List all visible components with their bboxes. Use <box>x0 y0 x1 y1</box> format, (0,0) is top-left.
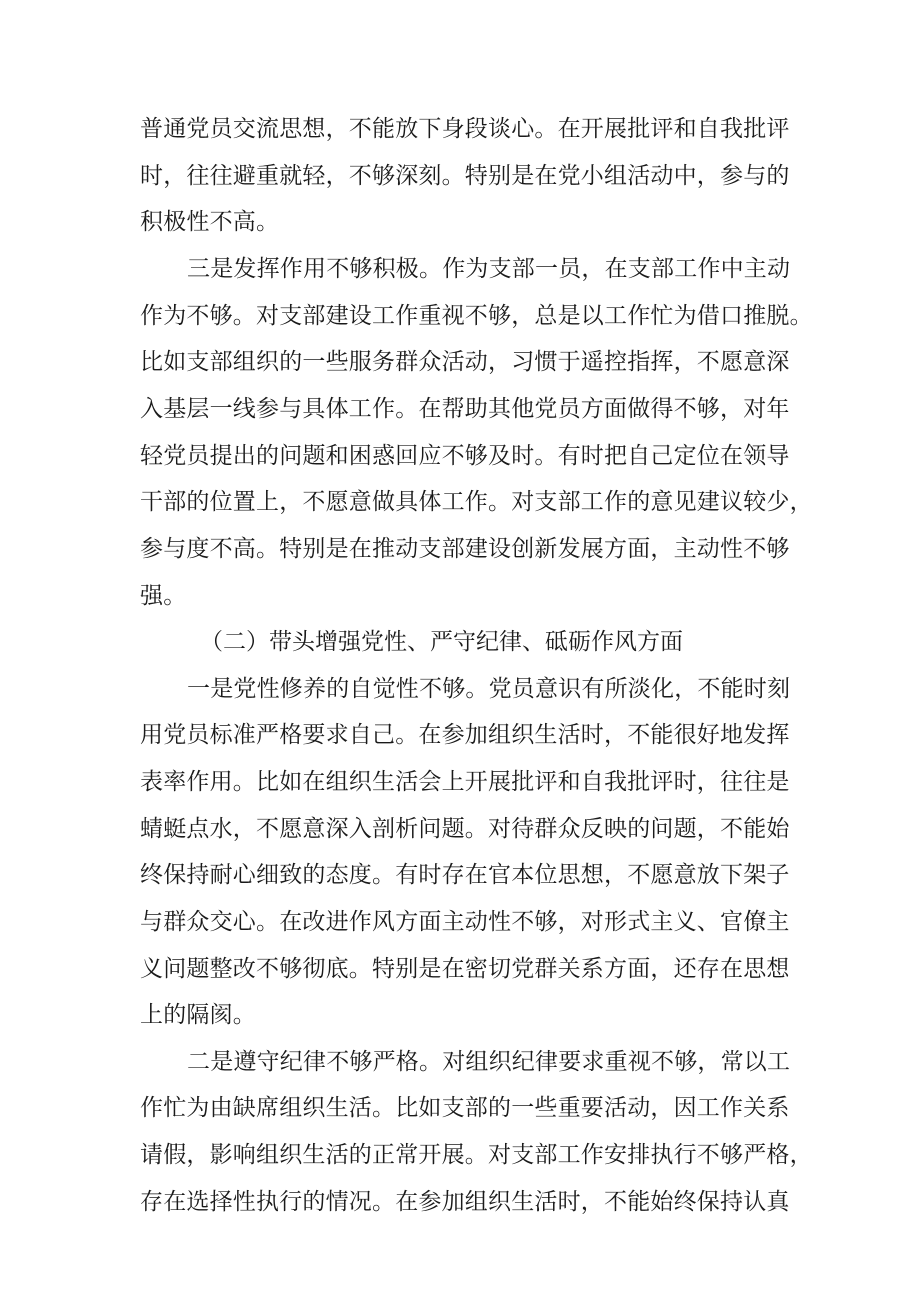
text-line: 普通党员交流思想，不能放下身段谈心。在开展批评和自我批评 <box>140 116 790 142</box>
text-line: 积极性不高。 <box>140 209 280 235</box>
text-line: 比如支部组织的一些服务群众活动，习惯于遥控指挥，不愿意深 <box>140 349 790 375</box>
paragraph-start-line: 三是发挥作用不够积极。作为支部一员，在支部工作中主动 <box>187 256 791 282</box>
text-line: 强。 <box>140 583 187 609</box>
text-line: 干部的位置上，不愿意做具体工作。对支部工作的意见建议较少， <box>140 489 813 515</box>
text-line: 蜻蜓点水，不愿意深入剖析问题。对待群众反映的问题，不能始 <box>140 816 790 842</box>
text-line: 用党员标准严格要求自己。在参加组织生活时，不能很好地发挥 <box>140 722 790 748</box>
text-line: 入基层一线参与具体工作。在帮助其他党员方面做得不够，对年 <box>140 396 790 422</box>
text-line: 上的隔阂。 <box>140 1002 256 1028</box>
text-line: 轻党员提出的问题和困惑回应不够及时。有时把自己定位在领导 <box>140 443 790 469</box>
text-line: 参与度不高。特别是在推动支部建设创新发展方面，主动性不够 <box>140 536 790 562</box>
text-line: 义问题整改不够彻底。特别是在密切党群关系方面，还存在思想 <box>140 956 790 982</box>
text-line: 与群众交心。在改进作风方面主动性不够，对形式主义、官僚主 <box>140 909 790 935</box>
section-heading: （二）带头增强党性、严守纪律、砥砺作风方面 <box>200 629 683 655</box>
text-line: 作忙为由缺席组织生活。比如支部的一些重要活动，因工作关系 <box>140 1095 790 1121</box>
text-line: 存在选择性执行的情况。在参加组织生活时，不能始终保持认真 <box>140 1189 790 1215</box>
paragraph-start-line: 一是党性修养的自觉性不够。党员意识有所淡化，不能时刻 <box>187 676 791 702</box>
text-line: 终保持耐心细致的态度。有时存在官本位思想，不愿意放下架子 <box>140 862 790 888</box>
paragraph-start-line: 二是遵守纪律不够严格。对组织纪律要求重视不够，常以工 <box>187 1049 791 1075</box>
text-line: 时，往往避重就轻，不够深刻。特别是在党小组活动中，参与的 <box>140 163 790 189</box>
text-line: 请假，影响组织生活的正常开展。对支部工作安排执行不够严格， <box>140 1142 813 1168</box>
text-line: 表率作用。比如在组织生活会上开展批评和自我批评时，往往是 <box>140 769 790 795</box>
text-line: 作为不够。对支部建设工作重视不够，总是以工作忙为借口推脱。 <box>140 303 813 329</box>
